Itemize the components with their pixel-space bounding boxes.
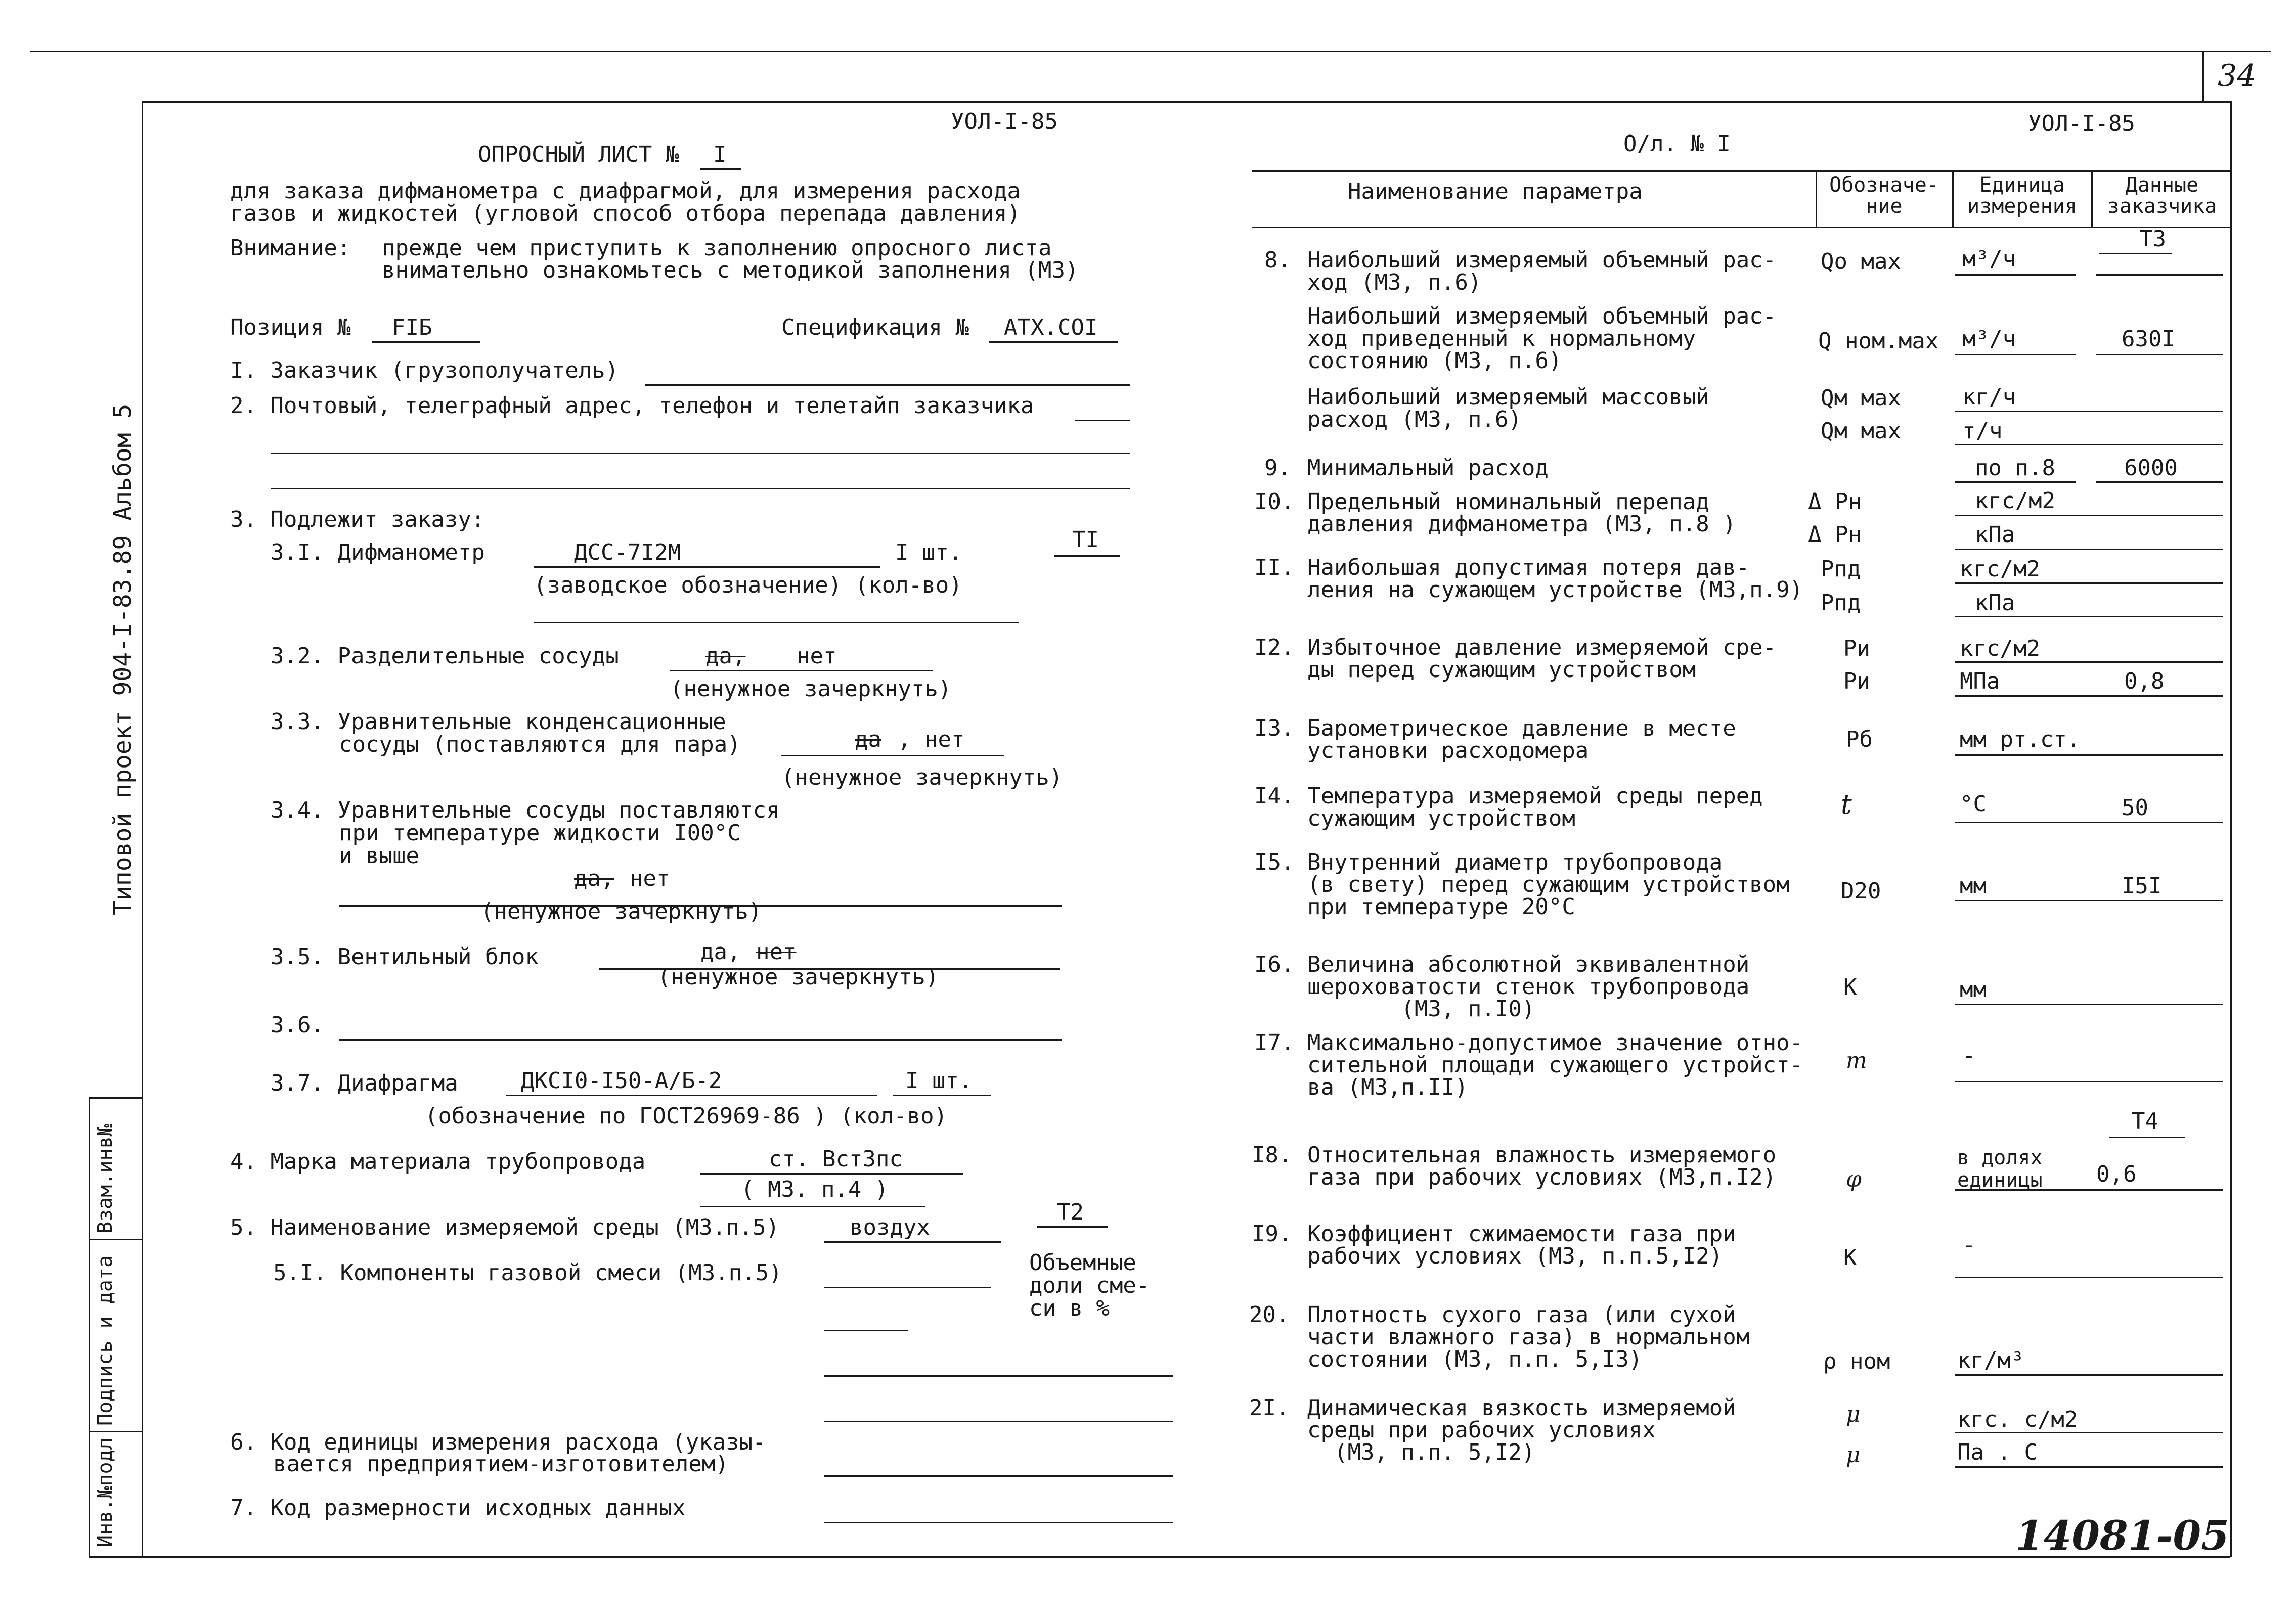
stamp-top — [89, 1097, 142, 1099]
row-11-line-1: Наибольшая допустимая потеря дав- — [1307, 555, 1750, 580]
row-21-unit: кгс. с/м2 — [1957, 1407, 2078, 1432]
stamp-divider-1 — [89, 1239, 142, 1240]
row-8-line-2: ход (МЗ, п.6) — [1307, 269, 1482, 295]
item-5-1-note-1: Объемные — [1029, 1250, 1136, 1276]
row-18-line-2: газа при рабочих условиях (МЗ,п.I2) — [1307, 1164, 1777, 1190]
table-vline-2 — [1952, 170, 1954, 227]
row-11-unit-2: кПа — [1975, 590, 2015, 616]
row-8c-unit-line-2 — [1955, 444, 2223, 445]
item-5-1-line-d — [824, 1421, 1173, 1422]
row-9-unit-line — [1955, 481, 2076, 483]
item-3-2-label: 3.2. Разделительные сосуды — [271, 643, 619, 669]
row-18-value: 0,6 — [2096, 1161, 2137, 1187]
item-2: 2. Почтовый, телеграфный адрес, телефон и телетайп заказчика — [230, 393, 1034, 419]
row-10-symbol: Δ Рн — [1808, 489, 1862, 515]
row-21-line-3: (МЗ, п.п. 5,I2) — [1307, 1439, 1535, 1465]
side-stamp-inv: Инв.№подл — [94, 1437, 117, 1547]
stamp-divider-2 — [89, 1431, 142, 1432]
row-21-unit-line-2 — [1955, 1466, 2223, 1468]
row-12-line-1: Избыточное давление измеряемой сре- — [1307, 635, 1777, 660]
side-title: Типовой проект 904-I-83.89 Альбом 5 — [109, 403, 137, 915]
row-14-value: 50 — [2122, 795, 2148, 821]
item-3-2-note: (ненужное зачеркнуть) — [670, 676, 952, 702]
item-3-5-note: (ненужное зачеркнуть) — [657, 964, 939, 990]
row-10-symbol-2: Δ Рн — [1808, 522, 1862, 548]
row-11-unit-line-2 — [1955, 616, 2223, 617]
row-10-unit-2: кПа — [1975, 522, 2015, 548]
row-10-num: I0. — [1254, 489, 1295, 515]
row-17-line-1: Максимально-допустимое значение отно- — [1307, 1030, 1803, 1056]
item-3: 3. Подлежит заказу: — [230, 507, 485, 532]
row-8c-unit: кг/ч — [1962, 384, 2016, 410]
row-20-unit: кг/м³ — [1957, 1347, 2024, 1373]
row-20-num: 20. — [1249, 1302, 1290, 1328]
row-12-line-2: ды перед сужающим устройством — [1307, 657, 1696, 683]
row-12-unit-2: МПа — [1960, 668, 2000, 694]
item-3-4-yes: да, — [574, 866, 614, 891]
row-15-num: I5. — [1254, 849, 1295, 875]
row-17-unit-line — [1955, 1081, 2223, 1082]
table-vline-3 — [2091, 170, 2093, 227]
row-12-num: I2. — [1254, 635, 1295, 660]
left-subtitle-1: для заказа дифманометра с диафрагмой, для измерения расхода — [230, 178, 1021, 204]
row-11-unit: кгс/м2 — [1960, 556, 2040, 582]
row-8b-line-1: Наибольший измеряемый объемный рас- — [1307, 303, 1777, 329]
item-3-3-yes: да — [855, 727, 881, 752]
row-12-unit: кгс/м2 — [1960, 636, 2040, 661]
item-4-value: ст. ВстЗпс — [769, 1146, 903, 1172]
side-stamp-vzam: Взам.инв№ — [94, 1124, 117, 1234]
item-6-label-2: вается предприятием-изготовителем) — [273, 1451, 729, 1477]
item-3-1-qty: I шт. — [895, 539, 962, 565]
row-16-line-1: Величина абсолютной эквивалентной — [1307, 952, 1750, 977]
row-15-value: I5I — [2122, 873, 2162, 899]
row-19-unit-line — [1955, 1277, 2223, 1278]
attention-line-2: внимательно ознакомьтесь с методикой заполнения (МЗ) — [382, 257, 1079, 283]
row-21-line-1: Динамическая вязкость измеряемой — [1307, 1395, 1736, 1421]
row-13-symbol: Рб — [1846, 727, 1873, 752]
item-1-line — [645, 384, 1130, 386]
item-5-1-label: 5.I. Компоненты газовой смеси (МЗ.п.5) — [273, 1260, 782, 1286]
row-8b-unit-line — [1955, 354, 2076, 355]
row-17-line-3: ва (МЗ,п.II) — [1307, 1074, 1468, 1100]
row-10-unit-line-2 — [1955, 549, 2223, 550]
page-number-box-left — [2202, 51, 2204, 101]
row-8-symbol: Qо мах — [1821, 249, 1901, 275]
row-21-line-2: среды при рабочих условиях — [1307, 1417, 1656, 1443]
item-3-1-line — [534, 566, 880, 568]
item-2-line-c — [271, 488, 1130, 489]
left-title-number: I — [713, 142, 727, 167]
row-12-value-2: 0,8 — [2124, 668, 2165, 694]
row-20-line-2: части влажного газа) в нормальном — [1307, 1324, 1750, 1350]
row-21-symbol: μ — [1846, 1402, 1861, 1427]
row-16-line-3: (МЗ, п.I0) — [1307, 996, 1535, 1022]
row-8-mark-line — [2099, 253, 2172, 254]
row-8b-line-2: ход приведенный к нормальному — [1307, 326, 1696, 351]
row-15-line-1: Внутренний диаметр трубопровода — [1307, 849, 1723, 875]
item-3-1-value: ДСС-7I2М — [574, 539, 681, 565]
stamp-bottom — [89, 1556, 142, 1558]
item-3-7-label: 3.7. Диафрагма — [271, 1070, 458, 1096]
item-3-3-label-1: 3.3. Уравнительные конденсационные — [271, 709, 726, 735]
row-20-unit-line — [1955, 1374, 2223, 1376]
row-9-num: 9. — [1264, 455, 1291, 481]
row-19-symbol: К — [1843, 1245, 1857, 1271]
row-8b-value-line — [2096, 354, 2223, 355]
row-13-line-2: установки расходомера — [1307, 738, 1589, 763]
frame-bottom — [142, 1556, 2230, 1558]
page-number: 34 — [2218, 58, 2257, 94]
item-3-6-line — [339, 1039, 1062, 1041]
row-8-unit-line — [1955, 274, 2076, 276]
item-3-1-note: (заводское обозначение) (кол-во) — [534, 572, 962, 598]
row-16-unit-line — [1955, 1004, 2223, 1005]
row-18-line-1: Относительная влажность измеряемого — [1307, 1142, 1777, 1168]
item-6-line — [824, 1475, 1173, 1477]
row-18-symbol: φ — [1846, 1166, 1862, 1192]
table-header-bottom — [1252, 227, 2230, 228]
row-15-symbol: D20 — [1841, 878, 1881, 904]
row-8-line-1: Наибольший измеряемый объемный рас- — [1307, 247, 1777, 273]
table-header-symbol: Обозначе- ние — [1829, 173, 1939, 218]
row-8c-symbol: Qм мах — [1821, 385, 1901, 411]
row-15-unit: мм — [1960, 873, 1987, 899]
spec-line — [989, 341, 1118, 343]
item-5-1-line-b — [824, 1330, 908, 1331]
table-header-unit: Единица измерения — [1967, 173, 2077, 218]
row-19-num: I9. — [1252, 1221, 1292, 1247]
row-18-unit: в долях единицы — [1957, 1146, 2043, 1192]
row-17-line-2: сительной площади сужающего устройст- — [1307, 1052, 1803, 1078]
row-12-unit-line-2 — [1955, 695, 2223, 697]
row-8c-symbol-2: Qм мах — [1821, 418, 1901, 444]
row-15-line-3: при температуре 20°С — [1307, 894, 1575, 920]
row-12-symbol: Ри — [1843, 636, 1870, 661]
row-8-value-line — [2096, 274, 2223, 276]
row-11-num: II. — [1254, 555, 1295, 580]
item-3-3-note: (ненужное зачеркнуть) — [781, 764, 1063, 790]
row-21-unit-line — [1955, 1432, 2223, 1433]
item-3-1-mark-line — [1054, 555, 1120, 557]
row-13-unit: мм рт.ст. — [1960, 727, 2081, 752]
row-8b-symbol: Q ном.мах — [1818, 328, 1939, 354]
row-15-line-2: (в свету) перед сужающим устройством — [1307, 872, 1790, 897]
item-3-4-note: (ненужное зачеркнуть) — [480, 898, 762, 924]
left-code: УОЛ-I-85 — [951, 109, 1058, 134]
row-16-line-2: шероховатости стенок трубопровода — [1307, 974, 1750, 1000]
item-5-value: воздух — [850, 1214, 930, 1240]
item-3-2-no: нет — [797, 643, 837, 669]
row-19-line-1: Коэффициент сжимаемости газа при — [1307, 1221, 1736, 1247]
row-21-unit-2: Па . С — [1957, 1439, 2038, 1465]
row-8-unit: м³/ч — [1962, 246, 2016, 272]
item-3-4-label-1: 3.4. Уравнительные сосуды поставляются — [271, 797, 780, 823]
item-3-5-yes: да, — [700, 939, 741, 965]
row-14-num: I4. — [1254, 783, 1295, 809]
item-6-label-1: 6. Код единицы измерения расхода (указы- — [230, 1429, 766, 1455]
row-8b-unit: м³/ч — [1962, 326, 2016, 352]
frame-right — [2230, 101, 2232, 1557]
row-8-mark: T3 — [2139, 226, 2166, 252]
item-5-label: 5. Наименование измеряемой среды (МЗ.п.5) — [230, 1214, 780, 1240]
item-3-3-no: , нет — [898, 727, 965, 752]
item-3-7-note: (обозначение по ГОСТ26969-86 ) (кол-во) — [425, 1103, 948, 1129]
table-header-data: Данные заказчика — [2107, 173, 2217, 218]
row-11-symbol-2: Рпд — [1821, 590, 1861, 616]
position-label: Позиция № — [230, 314, 351, 340]
item-7-line — [824, 1522, 1173, 1523]
side-stamp-signature: Подпись и дата — [94, 1255, 117, 1426]
item-2-line-a — [1075, 420, 1130, 421]
item-3-1-line-b — [534, 622, 1019, 623]
row-8-num: 8. — [1264, 247, 1291, 273]
row-17-unit: - — [1962, 1043, 1976, 1068]
row-13-num: I3. — [1254, 715, 1295, 741]
row-12-unit-line — [1955, 661, 2223, 663]
item-2-line-b — [271, 453, 1130, 454]
row-14-line-1: Температура измеряемой среды перед — [1307, 783, 1763, 809]
row-8b-line-3: состоянию (МЗ, п.6) — [1307, 348, 1562, 374]
row-8c-unit-2: т/ч — [1962, 418, 2003, 444]
row-19-unit: - — [1962, 1232, 1976, 1258]
item-1: I. Заказчик (грузополучатель) — [230, 357, 619, 383]
position-line — [372, 341, 480, 343]
table-header-name: Наименование параметра — [1348, 178, 1643, 204]
row-11-unit-line — [1955, 582, 2223, 584]
attention-line-1: прежде чем приступить к заполнению опросного листа — [382, 235, 1052, 261]
item-5-1-note-3: си в % — [1029, 1295, 1110, 1321]
row-8c-line-2: расход (МЗ, п.6) — [1307, 407, 1522, 432]
left-title-number-line — [700, 168, 741, 170]
right-sheet: О/л. № I — [1623, 131, 1731, 157]
item-3-7-line — [506, 1095, 877, 1096]
item-3-1-mark: TI — [1072, 527, 1099, 553]
item-5-line — [824, 1241, 1001, 1243]
row-18-mark: T4 — [2132, 1108, 2158, 1134]
row-10-unit: кгс/м2 — [1975, 488, 2055, 514]
row-17-symbol: m — [1846, 1048, 1867, 1073]
row-21-symbol-2: μ — [1846, 1442, 1861, 1468]
item-3-5-no: нет — [756, 939, 797, 965]
row-12-symbol-2: Ри — [1843, 668, 1870, 694]
row-16-unit: мм — [1960, 977, 1987, 1003]
stamp-number: 14081-05 — [2015, 1512, 2229, 1559]
item-5-1-line-a — [824, 1287, 991, 1288]
row-9-line-1: Минимальный расход — [1307, 455, 1549, 481]
row-18-num: I8. — [1252, 1142, 1292, 1168]
row-20-line-3: состоянии (МЗ, п.п. 5,I3) — [1307, 1346, 1643, 1372]
item-3-3-label-2: сосуды (поставляются для пара) — [339, 732, 741, 757]
item-4-ref: ( МЗ. п.4 ) — [741, 1177, 889, 1202]
row-14-unit: °С — [1960, 791, 1987, 817]
spec-label: Спецификация № — [781, 314, 969, 340]
row-9-value: 6000 — [2124, 455, 2178, 481]
frame-far-left — [89, 1097, 90, 1557]
row-8c-unit-line — [1955, 411, 2223, 412]
item-3-2-line — [670, 670, 933, 671]
row-10-line-1: Предельный номинальный перепад — [1307, 489, 1709, 515]
table-vline-1 — [1816, 170, 1817, 227]
row-14-symbol: t — [1841, 788, 1852, 820]
left-title: ОПРОСНЫЙ ЛИСТ № — [478, 142, 679, 167]
item-3-5-label: 3.5. Вентильный блок — [271, 944, 539, 970]
position-value: FIБ — [392, 314, 432, 340]
item-7-label: 7. Код размерности исходных данных — [230, 1495, 686, 1521]
item-3-7-qty-line — [893, 1095, 991, 1096]
row-9-value-line — [2096, 481, 2223, 483]
row-13-unit-line — [1955, 754, 2223, 756]
row-10-line-2: давления дифманометра (МЗ, п.8 ) — [1307, 511, 1736, 537]
row-19-line-2: рабочих условиях (МЗ, п.п.5,I2) — [1307, 1243, 1723, 1269]
attention-label: Внимание: — [230, 235, 351, 261]
row-21-num: 2I. — [1249, 1395, 1290, 1421]
frame-top-outer — [30, 51, 2271, 52]
item-3-2-yes: да, — [705, 643, 746, 669]
row-18-mark-line — [2109, 1137, 2185, 1138]
item-3-7-qty: I шт. — [905, 1068, 973, 1094]
row-16-symbol: К — [1843, 974, 1857, 1000]
row-15-unit-line — [1955, 900, 2223, 901]
row-13-line-1: Барометрическое давление в месте — [1307, 715, 1736, 741]
frame-left — [142, 101, 143, 1557]
row-18-unit-line — [1955, 1189, 2223, 1191]
row-8c-line-1: Наибольший измеряемый массовый — [1307, 384, 1709, 410]
row-20-symbol: ρ ном — [1823, 1348, 1890, 1374]
item-3-3-line — [781, 755, 1004, 756]
item-3-7-value: ДКСI0-I50-А/Б-2 — [521, 1068, 722, 1094]
item-3-4-label-2: при температуре жидкости I00°С — [339, 820, 741, 846]
row-17-num: I7. — [1254, 1030, 1295, 1056]
row-10-unit-line — [1955, 515, 2223, 516]
item-4-ref-line — [700, 1206, 925, 1207]
row-20-line-1: Плотность сухого газа (или сухой — [1307, 1302, 1736, 1328]
item-5-1-note-2: доли сме- — [1029, 1273, 1150, 1298]
row-16-num: I6. — [1254, 952, 1295, 977]
item-4-line — [700, 1173, 963, 1175]
row-14-line-2: сужающим устройством — [1307, 805, 1575, 831]
item-5-1-line-c — [824, 1375, 1173, 1377]
left-subtitle-2: газов и жидкостей (угловой способ отбора перепада давления) — [230, 201, 1021, 227]
item-3-4-no: нет — [630, 866, 670, 891]
right-code: УОЛ-I-85 — [2028, 111, 2135, 137]
row-14-unit-line — [1955, 822, 2223, 823]
row-9-unit: по п.8 — [1975, 455, 2055, 481]
row-8b-value: 630I — [2122, 326, 2175, 352]
item-4-label: 4. Марка материала трубопровода — [230, 1149, 646, 1175]
table-header-top — [1252, 170, 2230, 172]
row-11-line-2: ления на сужающем устройстве (МЗ,п.9) — [1307, 577, 1803, 603]
row-11-symbol: Рпд — [1821, 556, 1861, 582]
item-3-1-label: 3.I. Дифманометр — [271, 539, 485, 565]
item-3-4-label-3: и выше — [339, 843, 419, 869]
item-5-mark-line — [1037, 1226, 1108, 1228]
item-3-6-label: 3.6. — [271, 1012, 324, 1038]
item-5-mark: T2 — [1057, 1199, 1084, 1225]
spec-value: АТХ.СОI — [1004, 314, 1098, 340]
frame-top — [142, 101, 2230, 103]
